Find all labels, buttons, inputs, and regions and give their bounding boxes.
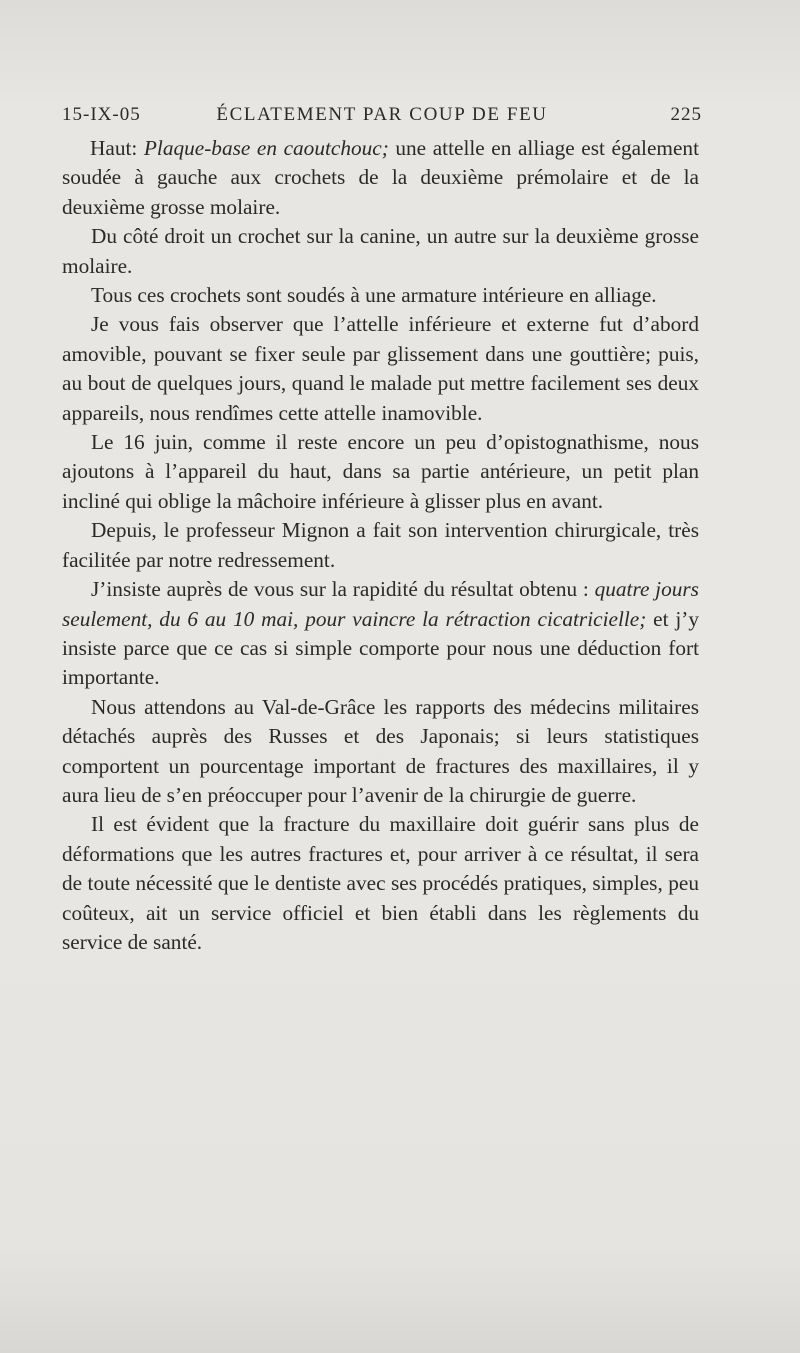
- paragraph-1: [62, 134, 699, 222]
- paragraph-2: Du côté droit un crochet sur la canine, un autre sur la deuxième grosse molaire.: [62, 224, 699, 278]
- paragraph-rest: et j’y insiste parce que ce cas si simple comporte pour nous une déduction fort importante.: [62, 606, 699, 690]
- page-number: 225: [670, 104, 702, 125]
- paragraph-6: Depuis, le professeur Mignon a fait son intervention chirurgicale, très facilitée par notre redressement.: [62, 518, 699, 572]
- paragraph-italic: Plaque-base en caoutchouc;: [143, 136, 389, 160]
- paragraph-rest: une attelle en alliage est également soudée à gauche aux crochets de la deuxième prémolaire et de la deuxième grosse molaire.: [62, 136, 699, 219]
- paragraph-lead: Haut:: [90, 136, 144, 160]
- paragraph-8: Nous attendons au Val-de-Grâce les rapports des médecins militaires détachés auprès des Russes et des Japonais; si leurs statistiques comportent un pourcentage important de fractures des maxillaires, il y aura lieu de s’en préoccuper pour l’avenir de la chirurgie de guerre.: [62, 694, 699, 807]
- running-head: [62, 104, 702, 128]
- paragraph-5: Le 16 juin, comme il reste encore un peu d’opistognathisme, nous ajoutons à l’appareil du haut, dans sa partie antérieure, un petit plan incliné qui oblige la mâchoire inférieure à glisser plus en avant.: [62, 430, 699, 513]
- paragraph-4: Je vous fais observer que l’attelle inférieure et externe fut d’abord amovible, pouvant se fixer seule par glissement dans une gouttière; puis, au bout de quelques jours, quand le malade put mettre facilement ses deux appareils, nous rendîmes cette attelle inamovible.: [62, 312, 699, 425]
- body-text: [62, 134, 699, 957]
- paragraph-3: Tous ces crochets sont soudés à une armature intérieure en alliage.: [91, 283, 657, 308]
- paragraph-italic: quatre jours seulement, du 6 au 10 mai, pour vaincre la rétraction cicatricielle;: [62, 577, 699, 631]
- paragraph-lead: J’insiste auprès de vous sur la rapidité du résultat obtenu :: [91, 577, 595, 602]
- running-head-title: ÉCLATEMENT PAR COUP DE FEU: [216, 104, 548, 125]
- paragraph-9: Il est évident que la fracture du maxillaire doit guérir sans plus de déformations que les autres fractures et, pour arriver à ce résultat, il sera de toute nécessité que le dentiste avec ses procédés pratiques, simples, peu coûteux, ait un service officiel et bien établi dans les règlements du service de santé.: [62, 812, 699, 954]
- paragraph-7: [62, 575, 699, 693]
- running-head-date: 15-IX-05: [62, 104, 141, 125]
